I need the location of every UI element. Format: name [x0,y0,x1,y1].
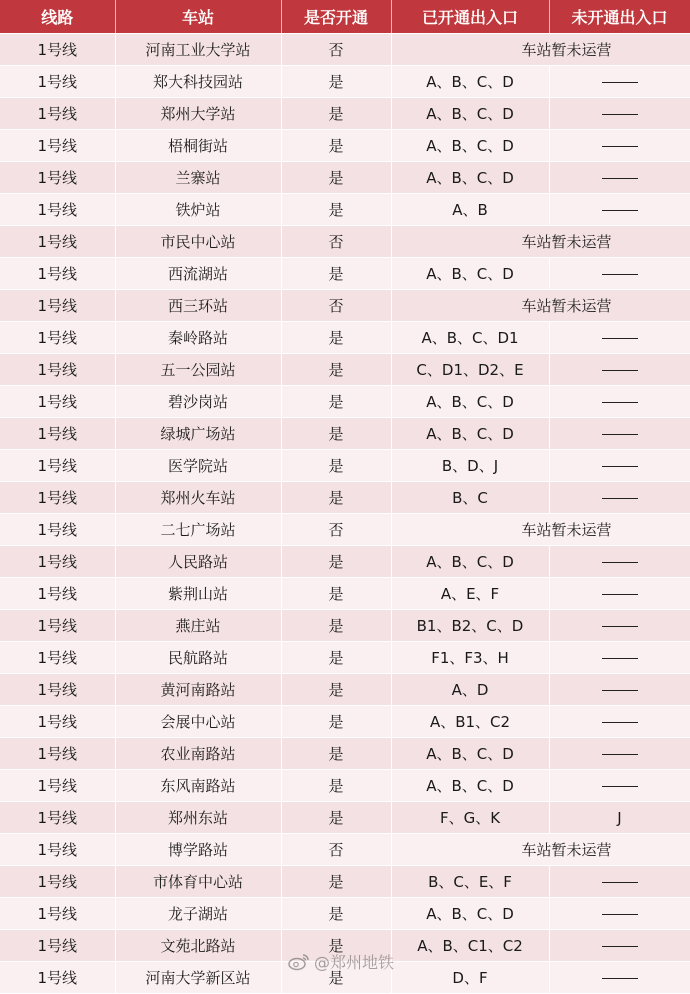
cell-line: 1号线 [0,674,115,706]
cell-is-open: 是 [281,546,391,578]
cell-opened-entrances: 车站暂未运营 [391,34,690,66]
dash-placeholder [602,658,638,659]
dash-placeholder [602,946,638,947]
dash-placeholder [602,210,638,211]
cell-unopened-entrances [549,546,690,578]
cell-unopened-entrances [549,610,690,642]
cell-is-open: 是 [281,642,391,674]
cell-is-open: 是 [281,866,391,898]
table-row [0,130,690,162]
cell-opened-entrances: A、B、C1、C2 [391,930,549,962]
cell-station: 西三环站 [115,290,281,322]
cell-station: 龙子湖站 [115,898,281,930]
cell-is-open: 是 [281,130,391,162]
cell-is-open: 是 [281,674,391,706]
cell-opened-entrances: A、B、C、D [391,66,549,98]
table-row [0,898,690,930]
cell-line: 1号线 [0,930,115,962]
cell-station: 医学院站 [115,450,281,482]
dash-placeholder [602,626,638,627]
dash-placeholder [602,562,638,563]
cell-line: 1号线 [0,66,115,98]
dash-placeholder [602,882,638,883]
cell-is-open: 否 [281,834,391,866]
cell-line: 1号线 [0,770,115,802]
cell-opened-entrances: A、B、C、D1 [391,322,549,354]
cell-line: 1号线 [0,962,115,994]
cell-line: 1号线 [0,258,115,290]
cell-station: 郑州东站 [115,802,281,834]
cell-line: 1号线 [0,706,115,738]
cell-opened-entrances: A、B、C、D [391,418,549,450]
cell-opened-entrances: A、B、C、D [391,98,549,130]
table-header-row [0,0,690,34]
cell-unopened-entrances [549,162,690,194]
dash-placeholder [602,402,638,403]
cell-is-open: 是 [281,162,391,194]
cell-unopened-entrances [549,450,690,482]
cell-opened-entrances: A、B、C、D [391,162,549,194]
cell-line: 1号线 [0,34,115,66]
cell-unopened-entrances [549,482,690,514]
cell-opened-entrances: A、B、C、D [391,738,549,770]
table-row [0,834,690,866]
cell-is-open: 是 [281,802,391,834]
dash-placeholder [602,178,638,179]
cell-station: 郑大科技园站 [115,66,281,98]
header-station: 车站 [115,0,281,34]
cell-opened-entrances: B、C、E、F [391,866,549,898]
cell-opened-entrances: A、B、C、D [391,770,549,802]
cell-station: 燕庄站 [115,610,281,642]
dash-placeholder [602,498,638,499]
dash-placeholder [602,690,638,691]
cell-unopened-entrances [549,66,690,98]
watermark-text: @郑州地铁 [314,953,395,972]
table-row [0,610,690,642]
cell-line: 1号线 [0,130,115,162]
cell-line: 1号线 [0,738,115,770]
cell-opened-entrances: A、B、C、D [391,546,549,578]
cell-line: 1号线 [0,418,115,450]
cell-is-open: 是 [281,322,391,354]
cell-line: 1号线 [0,834,115,866]
dash-placeholder [602,114,638,115]
cell-is-open: 是 [281,898,391,930]
cell-is-open: 是 [281,482,391,514]
cell-line: 1号线 [0,162,115,194]
table-row [0,194,690,226]
cell-opened-entrances: F1、F3、H [391,642,549,674]
cell-station: 绿城广场站 [115,418,281,450]
header-opened-entrances: 已开通出入口 [391,0,549,34]
cell-station: 紫荆山站 [115,578,281,610]
cell-opened-entrances: A、B、C、D [391,258,549,290]
cell-is-open: 是 [281,706,391,738]
cell-unopened-entrances [549,642,690,674]
cell-is-open: 是 [281,98,391,130]
cell-unopened-entrances [549,418,690,450]
cell-opened-entrances: B、C [391,482,549,514]
table-row [0,290,690,322]
cell-line: 1号线 [0,290,115,322]
cell-station: 梧桐街站 [115,130,281,162]
cell-unopened-entrances [549,578,690,610]
table-row [0,418,690,450]
cell-unopened-entrances [549,130,690,162]
cell-is-open: 是 [281,450,391,482]
cell-line: 1号线 [0,386,115,418]
cell-opened-entrances: 车站暂未运营 [391,226,690,258]
cell-line: 1号线 [0,802,115,834]
cell-unopened-entrances [549,322,690,354]
dash-placeholder [602,338,638,339]
cell-station: 博学路站 [115,834,281,866]
cell-station: 民航路站 [115,642,281,674]
cell-line: 1号线 [0,354,115,386]
cell-opened-entrances: A、B、C、D [391,386,549,418]
table-row [0,514,690,546]
cell-station: 铁炉站 [115,194,281,226]
cell-unopened-entrances [549,258,690,290]
table-row [0,738,690,770]
cell-station: 五一公园站 [115,354,281,386]
cell-line: 1号线 [0,226,115,258]
cell-unopened-entrances [549,194,690,226]
cell-station: 秦岭路站 [115,322,281,354]
header-line: 线路 [0,0,115,34]
cell-is-open: 是 [281,66,391,98]
table-body [0,34,690,994]
cell-station: 河南工业大学站 [115,34,281,66]
table-row [0,66,690,98]
cell-is-open: 是 [281,770,391,802]
cell-unopened-entrances: J [549,802,690,834]
cell-station: 河南大学新区站 [115,962,281,994]
cell-unopened-entrances [549,386,690,418]
weibo-icon [288,953,310,971]
dash-placeholder [602,146,638,147]
cell-station: 东风南路站 [115,770,281,802]
cell-opened-entrances: A、B、C、D [391,130,549,162]
cell-opened-entrances: 车站暂未运营 [391,514,690,546]
table-row [0,34,690,66]
cell-unopened-entrances [549,770,690,802]
cell-line: 1号线 [0,482,115,514]
table-row [0,386,690,418]
dash-placeholder [602,978,638,979]
dash-placeholder [602,434,638,435]
cell-is-open: 是 [281,578,391,610]
cell-is-open: 否 [281,514,391,546]
cell-line: 1号线 [0,322,115,354]
dash-placeholder [602,594,638,595]
cell-unopened-entrances [549,738,690,770]
dash-placeholder [602,370,638,371]
cell-unopened-entrances [549,962,690,994]
cell-station: 文苑北路站 [115,930,281,962]
table-row [0,546,690,578]
table-row [0,322,690,354]
table-row [0,866,690,898]
cell-unopened-entrances [549,706,690,738]
cell-line: 1号线 [0,898,115,930]
cell-station: 黄河南路站 [115,674,281,706]
cell-opened-entrances: F、G、K [391,802,549,834]
table-row [0,674,690,706]
table-row [0,578,690,610]
cell-unopened-entrances [549,354,690,386]
table-row [0,98,690,130]
dash-placeholder [602,786,638,787]
dash-placeholder [602,274,638,275]
cell-station: 二七广场站 [115,514,281,546]
cell-opened-entrances: A、E、F [391,578,549,610]
cell-is-open: 是 [281,354,391,386]
cell-is-open: 否 [281,226,391,258]
table-row [0,162,690,194]
cell-line: 1号线 [0,98,115,130]
weibo-watermark [288,950,394,973]
cell-station: 西流湖站 [115,258,281,290]
cell-unopened-entrances [549,674,690,706]
table-row [0,226,690,258]
cell-station: 郑州火车站 [115,482,281,514]
dash-placeholder [602,754,638,755]
cell-opened-entrances: A、B1、C2 [391,706,549,738]
table-row [0,354,690,386]
cell-opened-entrances: B1、B2、C、D [391,610,549,642]
cell-line: 1号线 [0,578,115,610]
cell-unopened-entrances [549,930,690,962]
cell-station: 市体育中心站 [115,866,281,898]
dash-placeholder [602,722,638,723]
cell-opened-entrances: 车站暂未运营 [391,290,690,322]
cell-line: 1号线 [0,194,115,226]
table-row [0,802,690,834]
cell-opened-entrances: 车站暂未运营 [391,834,690,866]
cell-station: 兰寨站 [115,162,281,194]
table-row [0,258,690,290]
table-row [0,450,690,482]
cell-opened-entrances: A、B、C、D [391,898,549,930]
cell-is-open: 是 [281,194,391,226]
cell-is-open: 是 [281,930,391,962]
cell-line: 1号线 [0,610,115,642]
cell-line: 1号线 [0,514,115,546]
cell-unopened-entrances [549,866,690,898]
cell-line: 1号线 [0,450,115,482]
cell-unopened-entrances [549,898,690,930]
cell-line: 1号线 [0,546,115,578]
cell-line: 1号线 [0,642,115,674]
cell-line: 1号线 [0,866,115,898]
cell-station: 碧沙岗站 [115,386,281,418]
cell-is-open: 是 [281,962,391,994]
table-row [0,706,690,738]
cell-station: 人民路站 [115,546,281,578]
cell-opened-entrances: C、D1、D2、E [391,354,549,386]
cell-is-open: 是 [281,418,391,450]
cell-is-open: 否 [281,290,391,322]
cell-is-open: 是 [281,738,391,770]
cell-opened-entrances: D、F [391,962,549,994]
table-row [0,482,690,514]
cell-opened-entrances: A、B [391,194,549,226]
dash-placeholder [602,82,638,83]
header-is-open: 是否开通 [281,0,391,34]
cell-station: 会展中心站 [115,706,281,738]
cell-is-open: 是 [281,386,391,418]
table-row [0,642,690,674]
cell-station: 农业南路站 [115,738,281,770]
cell-station: 市民中心站 [115,226,281,258]
cell-is-open: 否 [281,34,391,66]
cell-is-open: 是 [281,258,391,290]
cell-opened-entrances: A、D [391,674,549,706]
cell-opened-entrances: B、D、J [391,450,549,482]
dash-placeholder [602,466,638,467]
cell-is-open: 是 [281,610,391,642]
cell-station: 郑州大学站 [115,98,281,130]
dash-placeholder [602,914,638,915]
header-unopened-entrances: 未开通出入口 [549,0,690,34]
cell-unopened-entrances [549,98,690,130]
table-row [0,770,690,802]
